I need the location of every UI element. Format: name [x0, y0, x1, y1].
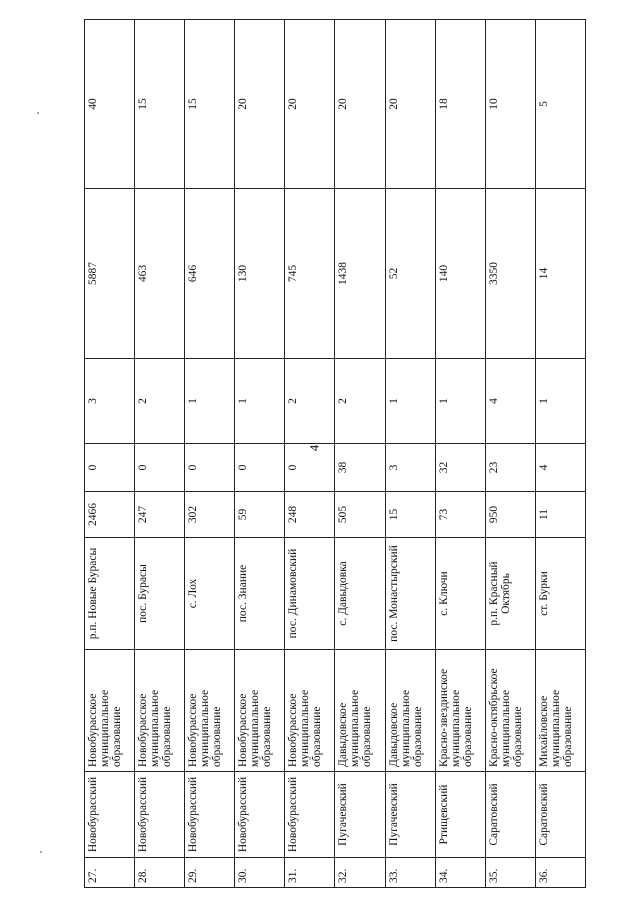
settlement-cell: с. Давыдовка — [335, 538, 385, 650]
value-cell-4: 14 — [535, 189, 585, 359]
settlement-cell: ст. Бурки — [535, 538, 585, 650]
municipality-cell: Давыдовское муниципальное образование — [335, 650, 385, 772]
value-cell-5: 20 — [285, 20, 335, 189]
value-cell-4: 130 — [235, 189, 285, 359]
value-cell-2: 38 — [335, 444, 385, 492]
settlement-cell: с. Лох — [185, 538, 235, 650]
table-row — [285, 20, 335, 888]
table-row — [435, 20, 485, 888]
value-cell-2: 0 — [285, 444, 335, 492]
municipality-cell: Давыдовское муниципальное образование — [385, 650, 435, 772]
row-number: 29. — [185, 858, 235, 888]
value-cell-4: 52 — [385, 189, 435, 359]
value-cell-5: 10 — [485, 20, 535, 189]
value-cell-4: 745 — [285, 189, 335, 359]
scan-speck — [37, 112, 39, 114]
row-number: 35. — [485, 858, 535, 888]
table-row — [85, 20, 135, 888]
value-cell-4: 140 — [435, 189, 485, 359]
value-cell-3: 1 — [185, 359, 235, 444]
value-cell-3: 2 — [135, 359, 185, 444]
row-number: 33. — [385, 858, 435, 888]
municipality-cell: Новобурасское муниципальное образование — [285, 650, 335, 772]
value-cell-1: 302 — [185, 492, 235, 538]
table-row — [535, 20, 585, 888]
value-cell-3: 4 — [485, 359, 535, 444]
row-number: 28. — [135, 858, 185, 888]
value-cell-1: 2466 — [85, 492, 135, 538]
value-cell-2: 4 — [535, 444, 585, 492]
settlements-table — [84, 19, 586, 888]
value-cell-5: 18 — [435, 20, 485, 189]
value-cell-1: 505 — [335, 492, 385, 538]
district-cell: Саратовский — [485, 772, 535, 858]
page-number: 4 — [306, 444, 322, 452]
settlement-cell: пос. Бурасы — [135, 538, 185, 650]
value-cell-1: 15 — [385, 492, 435, 538]
row-number: 32. — [335, 858, 385, 888]
district-cell: Саратовский — [535, 772, 585, 858]
value-cell-2: 0 — [235, 444, 285, 492]
row-number: 27. — [85, 858, 135, 888]
table-row — [385, 20, 435, 888]
value-cell-2: 32 — [435, 444, 485, 492]
value-cell-5: 15 — [185, 20, 235, 189]
district-cell: Новобурасский — [235, 772, 285, 858]
table-row — [185, 20, 235, 888]
district-cell: Пугачевский — [385, 772, 435, 858]
scan-speck — [40, 851, 42, 853]
value-cell-4: 646 — [185, 189, 235, 359]
district-cell: Новобурасский — [285, 772, 335, 858]
value-cell-4: 463 — [135, 189, 185, 359]
table-row — [135, 20, 185, 888]
district-cell: Ртищевский — [435, 772, 485, 858]
value-cell-5: 20 — [235, 20, 285, 189]
municipality-cell: Красно-октябрьское муниципальное образование — [485, 650, 535, 772]
value-cell-1: 248 — [285, 492, 335, 538]
value-cell-4: 5887 — [85, 189, 135, 359]
value-cell-5: 40 — [85, 20, 135, 189]
settlement-cell: пос. Монастырский — [385, 538, 435, 650]
district-cell: Пугачевский — [335, 772, 385, 858]
value-cell-2: 0 — [85, 444, 135, 492]
value-cell-2: 3 — [385, 444, 435, 492]
municipality-cell: Новобурасское муниципальное образование — [235, 650, 285, 772]
value-cell-2: 23 — [485, 444, 535, 492]
value-cell-3: 2 — [335, 359, 385, 444]
table-row — [335, 20, 385, 888]
value-cell-3: 1 — [535, 359, 585, 444]
settlement-cell: с. Ключи — [435, 538, 485, 650]
municipality-cell: Новобурасское муниципальное образование — [85, 650, 135, 772]
value-cell-2: 0 — [135, 444, 185, 492]
value-cell-2: 0 — [185, 444, 235, 492]
value-cell-5: 20 — [385, 20, 435, 189]
value-cell-5: 15 — [135, 20, 185, 189]
settlement-cell: пос. Динамовский — [285, 538, 335, 650]
table-row — [485, 20, 535, 888]
municipality-cell: Новобурасское муниципальное образование — [135, 650, 185, 772]
row-number: 30. — [235, 858, 285, 888]
settlement-cell: р.п. Новые Бурасы — [85, 538, 135, 650]
table-row — [235, 20, 285, 888]
value-cell-3: 1 — [235, 359, 285, 444]
table-body — [85, 20, 586, 888]
value-cell-1: 247 — [135, 492, 185, 538]
value-cell-3: 3 — [85, 359, 135, 444]
value-cell-5: 5 — [535, 20, 585, 189]
municipality-cell: Красно-звездинское муниципальное образование — [435, 650, 485, 772]
value-cell-3: 1 — [435, 359, 485, 444]
value-cell-3: 2 — [285, 359, 335, 444]
municipality-cell: Новобурасское муниципальное образование — [185, 650, 235, 772]
value-cell-3: 1 — [385, 359, 435, 444]
value-cell-1: 73 — [435, 492, 485, 538]
district-cell: Новобурасский — [135, 772, 185, 858]
district-cell: Новобурасский — [85, 772, 135, 858]
row-number: 36. — [535, 858, 585, 888]
value-cell-1: 950 — [485, 492, 535, 538]
settlement-cell: р.п. Красный Октябрь — [485, 538, 535, 650]
row-number: 34. — [435, 858, 485, 888]
settlement-cell: пос. Знание — [235, 538, 285, 650]
value-cell-5: 20 — [335, 20, 385, 189]
value-cell-1: 59 — [235, 492, 285, 538]
data-table-rotated — [84, 20, 586, 888]
district-cell: Новобурасский — [185, 772, 235, 858]
value-cell-1: 11 — [535, 492, 585, 538]
row-number: 31. — [285, 858, 335, 888]
value-cell-4: 1438 — [335, 189, 385, 359]
value-cell-4: 3350 — [485, 189, 535, 359]
municipality-cell: Михайловское муниципальное образование — [535, 650, 585, 772]
